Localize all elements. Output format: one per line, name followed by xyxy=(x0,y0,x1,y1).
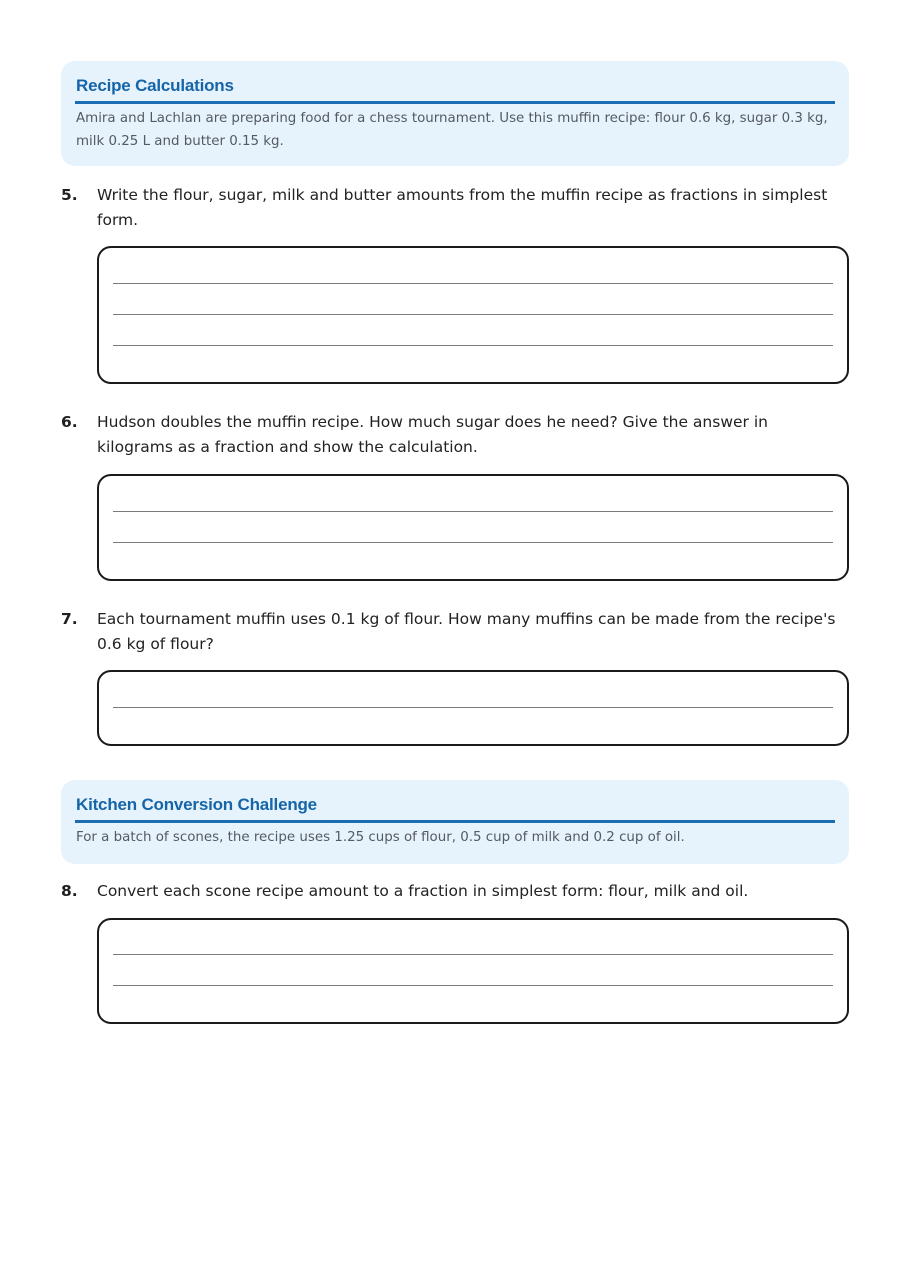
recipe-calculations-panel xyxy=(61,61,849,166)
answer-line xyxy=(113,283,833,284)
section-description: For a batch of scones, the recipe uses 1.25 cups of flour, 0.5 cup of milk and 0.2 cup of oil. xyxy=(76,830,685,845)
question-text: Hudson doubles the muffin recipe. How much sugar does he need? Give the answer in kilograms as a fraction and show the calculation. xyxy=(97,413,768,456)
answer-line xyxy=(113,542,833,543)
answer-box-7[interactable] xyxy=(97,670,849,746)
question-6 xyxy=(61,410,849,459)
answer-line xyxy=(113,954,833,955)
answer-line xyxy=(113,345,833,346)
question-7 xyxy=(61,607,849,656)
question-number: 6. xyxy=(61,413,78,431)
title-divider xyxy=(75,820,835,823)
answer-line xyxy=(113,985,833,986)
section-title: Kitchen Conversion Challenge xyxy=(76,795,317,814)
section-description: Amira and Lachlan are preparing food for a chess tournament. Use this muffin recipe: flour 0.6 kg, sugar 0.3 kg, milk 0.25 L and butter 0.15 kg. xyxy=(76,111,828,149)
answer-line xyxy=(113,707,833,708)
question-number: 5. xyxy=(61,186,78,204)
answer-line xyxy=(113,314,833,315)
kitchen-conversion-panel xyxy=(61,780,849,864)
section-title: Recipe Calculations xyxy=(76,76,234,95)
question-8 xyxy=(61,879,849,904)
answer-line xyxy=(113,511,833,512)
question-text: Each tournament muffin uses 0.1 kg of flour. How many muffins can be made from the recipe's 0.6 kg of flour? xyxy=(97,610,836,653)
question-number: 8. xyxy=(61,882,78,900)
question-5 xyxy=(61,183,849,232)
answer-box-5[interactable] xyxy=(97,246,849,384)
question-text: Convert each scone recipe amount to a fraction in simplest form: flour, milk and oil. xyxy=(97,882,749,900)
answer-box-6[interactable] xyxy=(97,474,849,581)
answer-box-8[interactable] xyxy=(97,918,849,1024)
question-number: 7. xyxy=(61,610,78,628)
title-divider xyxy=(75,101,835,104)
question-text: Write the flour, sugar, milk and butter amounts from the muffin recipe as fractions in simplest form. xyxy=(97,186,828,229)
